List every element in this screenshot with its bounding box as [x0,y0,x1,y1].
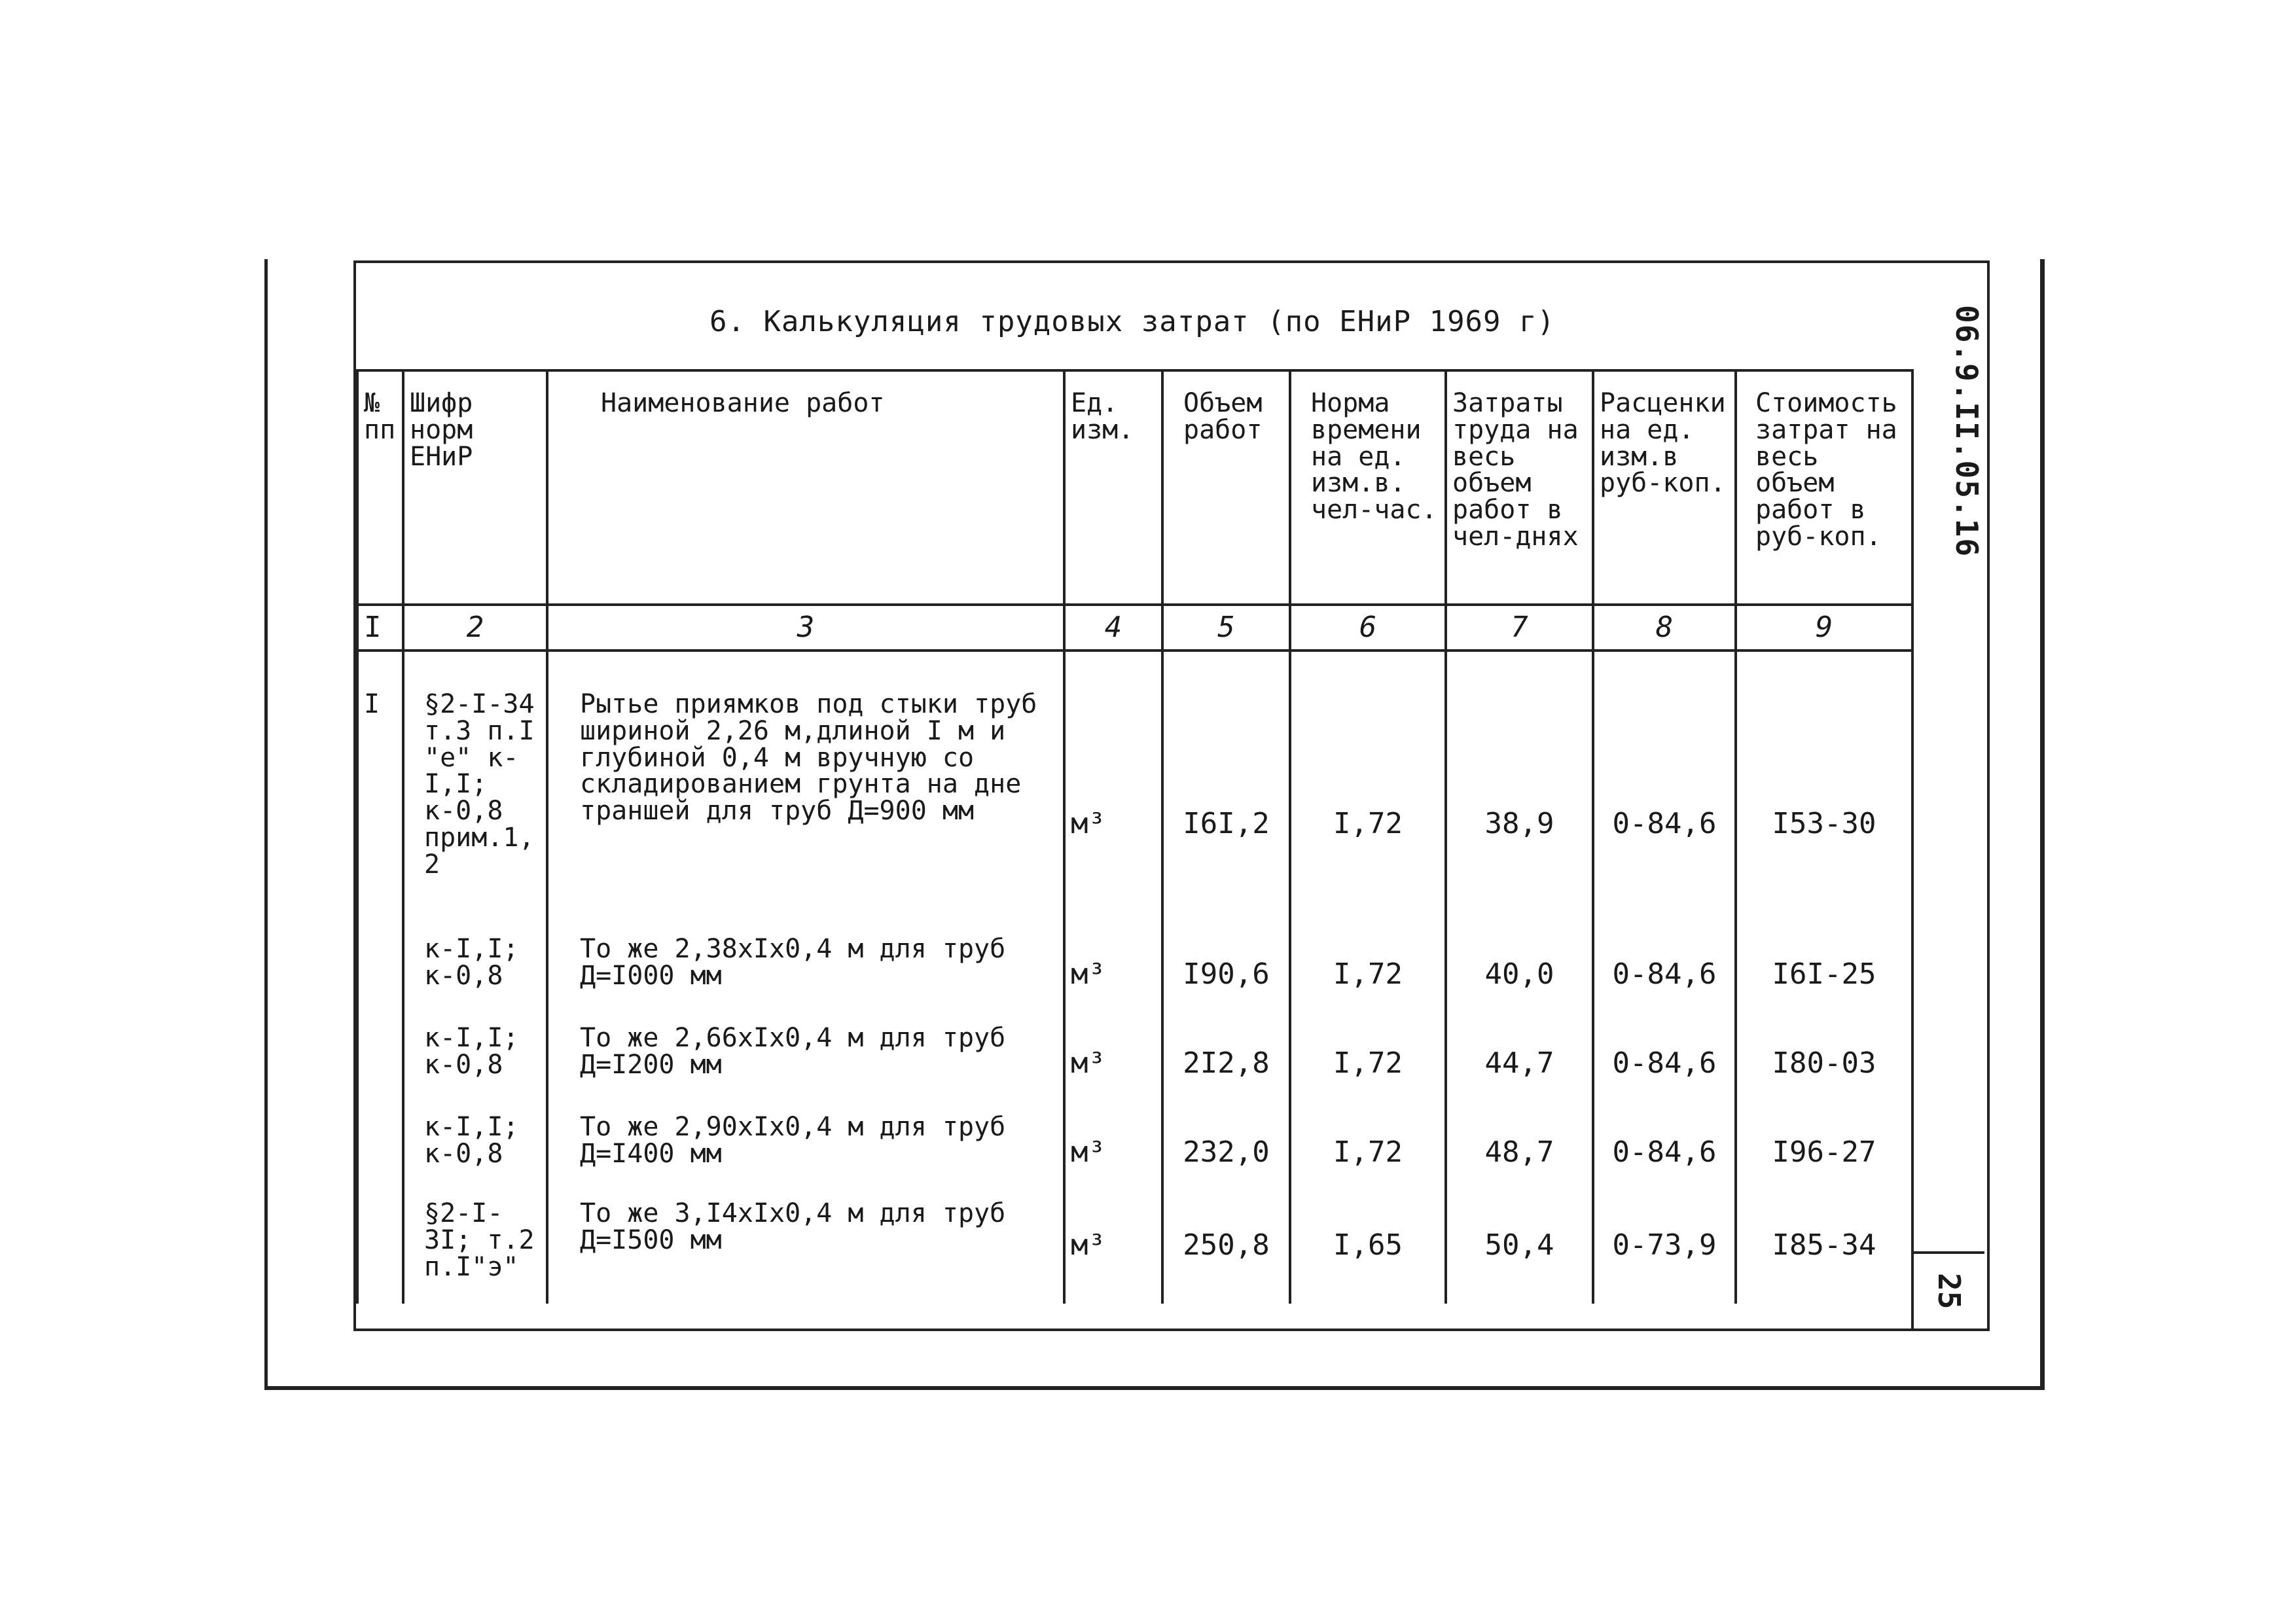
document-code: 06.9.II.05.16 [1949,305,1984,558]
row-norm: I,72 [1290,924,1446,1013]
table-row [357,1191,1912,1291]
row-code: §2-I-3I; т.2 п.I"э" [403,1191,547,1291]
row-unit: м³ [1064,924,1162,1013]
row-rate: 0-84,6 [1593,924,1736,1013]
row-unit: м³ [1064,1013,1162,1102]
table-row [357,1102,1912,1191]
column-number: 4 [1064,605,1162,651]
row-work: То же 3,I4хIх0,4 м для труб Д=I500 мм [547,1191,1064,1291]
row-code: к-I,I; к-0,8 [403,924,547,1013]
row-no [357,1013,403,1102]
row-no [357,924,403,1013]
row-code: к-I,I; к-0,8 [403,1013,547,1102]
row-work: То же 2,38хIх0,4 м для труб Д=I000 мм [547,924,1064,1013]
row-cost: I53-30 [1736,651,1912,924]
column-number-row [357,605,1912,651]
document-title: 6. Калькуляция трудовых затрат (по ЕНиР 1969 г) [709,305,1556,338]
row-cost: I6I-25 [1736,924,1912,1013]
row-no [357,1191,403,1291]
header-work: Наименование работ [547,370,1064,605]
page-number: 25 [1931,1273,1967,1310]
header-unit: Ед. изм. [1064,370,1162,605]
row-work: То же 2,66хIх0,4 м для труб Д=I200 мм [547,1013,1064,1102]
row-volume: 2I2,8 [1162,1013,1290,1102]
row-cost: I80-03 [1736,1013,1912,1102]
row-labor: 50,4 [1446,1191,1593,1291]
row-unit: м³ [1064,1102,1162,1191]
row-labor: 44,7 [1446,1013,1593,1102]
row-norm: I,72 [1290,1102,1446,1191]
header-volume: Объем работ [1162,370,1290,605]
row-rate: 0-73,9 [1593,1191,1736,1291]
row-volume: 250,8 [1162,1191,1290,1291]
row-no: I [357,651,403,924]
table-row [357,1013,1912,1102]
row-no [357,1102,403,1191]
row-volume: I6I,2 [1162,651,1290,924]
table-row [357,651,1912,924]
header-row [357,370,1912,605]
table-filler-row [357,1291,1912,1304]
column-number: 6 [1290,605,1446,651]
row-volume: 232,0 [1162,1102,1290,1191]
header-cost: Стоимость затрат на весь объем работ в руб-коп. [1736,370,1912,605]
row-cost: I96-27 [1736,1102,1912,1191]
row-code: к-I,I; к-0,8 [403,1102,547,1191]
row-norm: I,72 [1290,1013,1446,1102]
labor-cost-table [356,369,1914,1304]
column-number: 5 [1162,605,1290,651]
column-number: 2 [403,605,547,651]
header-no: № пп [357,370,403,605]
page-number-box [1911,1251,1984,1329]
row-cost: I85-34 [1736,1191,1912,1291]
row-rate: 0-84,6 [1593,1013,1736,1102]
column-number: 3 [547,605,1064,651]
row-work: Рытье приямков под стыки труб шириной 2,26 м,длиной I м и глубиной 0,4 м вручную со складированием грунта на дне траншей для труб Д=900 мм [547,651,1064,924]
header-rate: Расценки на ед. изм.в руб-коп. [1593,370,1736,605]
row-labor: 48,7 [1446,1102,1593,1191]
header-labor: Затраты труда на весь объем работ в чел-днях [1446,370,1593,605]
column-number: I [357,605,403,651]
table-row [357,924,1912,1013]
row-labor: 40,0 [1446,924,1593,1013]
row-work: То же 2,90хIх0,4 м для труб Д=I400 мм [547,1102,1064,1191]
row-unit: м³ [1064,1191,1162,1291]
row-code: §2-I-34 т.3 п.I "е" к-I,I; к-0,8 прим.1, 2 [403,651,547,924]
row-labor: 38,9 [1446,651,1593,924]
column-number: 8 [1593,605,1736,651]
row-rate: 0-84,6 [1593,651,1736,924]
row-norm: I,72 [1290,651,1446,924]
header-norm: Норма времени на ед. изм.в. чел-час. [1290,370,1446,605]
column-number: 9 [1736,605,1912,651]
row-volume: I90,6 [1162,924,1290,1013]
row-norm: I,65 [1290,1191,1446,1291]
row-unit: м³ [1064,651,1162,924]
row-rate: 0-84,6 [1593,1102,1736,1191]
header-code: Шифр норм ЕНиР [403,370,547,605]
column-number: 7 [1446,605,1593,651]
